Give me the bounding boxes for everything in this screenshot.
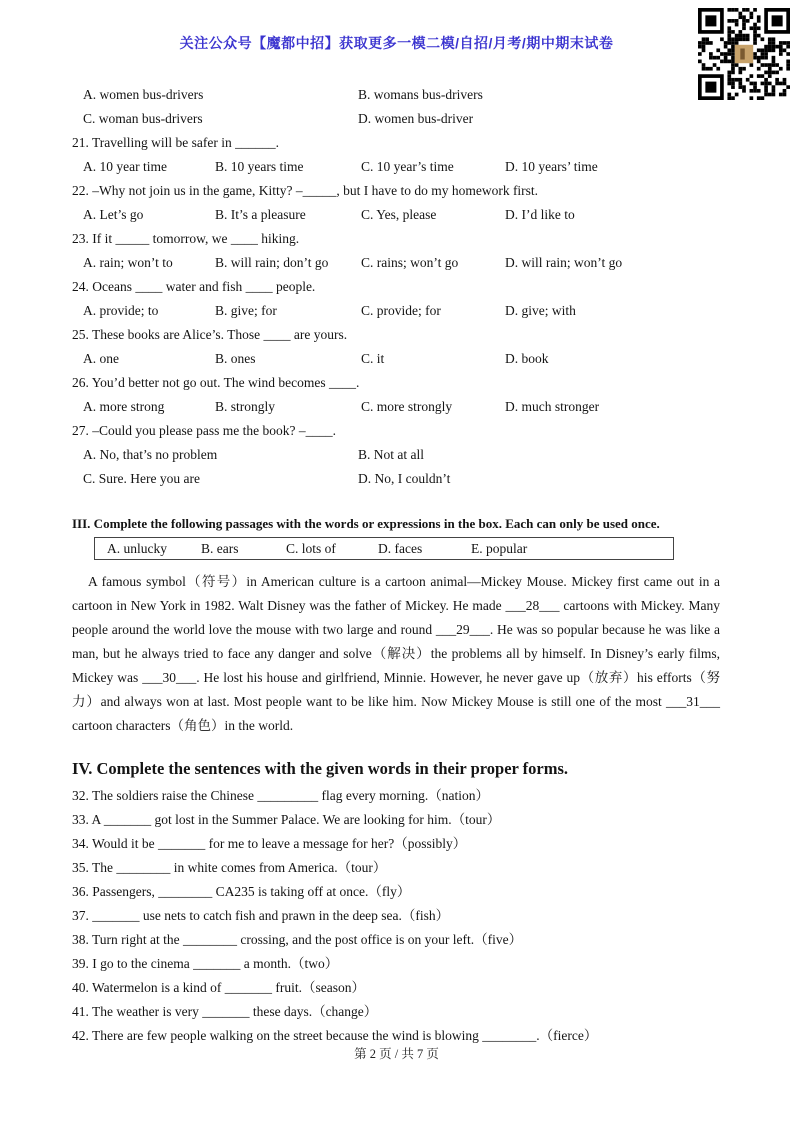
sentence-item: 34. Would it be _______ for me to leave a message for her?（possibly） — [72, 836, 467, 851]
option-row — [72, 83, 720, 107]
question-stem: 26. You’d better not go out. The wind becomes ____. — [72, 375, 360, 390]
question-stem: 27. –Could you please pass me the book? –____. — [72, 423, 336, 438]
option-d: D. I’d like to — [505, 207, 575, 222]
header-banner: 关注公众号【魔都中招】获取更多一模二模/自招/月考/期中期末试卷 — [179, 35, 614, 51]
option-b: B. ones — [215, 351, 256, 366]
sentence-item: 33. A _______ got lost in the Summer Palace. We are looking for him.（tour） — [72, 812, 501, 827]
word-box-item: E. popular — [471, 540, 528, 556]
option-a: A. rain; won’t to — [83, 255, 173, 270]
page-content — [72, 83, 720, 1048]
option-row — [72, 443, 720, 467]
option-c: C. Yes, please — [361, 207, 437, 222]
option-b: B. It’s a pleasure — [215, 207, 306, 222]
cloze-passage: A famous symbol（符号）in American culture is a cartoon animal—Mickey Mouse. Mickey first came out in a cartoon in New York in 1982. Walt Disney was the father of Mickey. He made ___28___ cartoons with Mickey. Many people around the world love the mouse with two large and round ___29___. He was so popular because he was like a man, but he always tried to face any danger and solve（解决）the problems all by himself. In Disney’s early films, Mickey was ___30___. He lost his house and girlfriend, Minnie. However, he never gave up（放弃）his efforts（努力）and always won at last. Most people want to be like him. Now Mickey Mouse is still one of the most ___31___ cartoon characters（角色）in the world. — [72, 574, 720, 733]
question-stem: 22. –Why not join us in the game, Kitty? –_____, but I have to do my homework first. — [72, 183, 539, 198]
question-stem: 21. Travelling will be safer in ______. — [72, 135, 279, 150]
option-a: A. provide; to — [83, 303, 159, 318]
sentence-item: 32. The soldiers raise the Chinese _________ flag every morning.（nation） — [72, 788, 490, 803]
option-d: D. 10 years’ time — [505, 159, 598, 174]
option-b: B. will rain; don’t go — [215, 255, 329, 270]
sentence-item: 36. Passengers, ________ CA235 is taking off at once.（fly） — [72, 884, 411, 899]
option-d: D. women bus-driver — [358, 111, 474, 126]
option-c: C. Sure. Here you are — [83, 471, 200, 486]
option-b: B. Not at all — [358, 447, 424, 462]
option-b: B. 10 years time — [215, 159, 304, 174]
option-row — [72, 107, 720, 131]
sentence-item: 40. Watermelon is a kind of _______ fruit.（season） — [72, 980, 365, 995]
sentence-item: 35. The ________ in white comes from America.（tour） — [72, 860, 387, 875]
option-c: C. it — [361, 351, 385, 366]
question-stem: 25. These books are Alice’s. Those ____ are yours. — [72, 327, 348, 342]
option-a: A. more strong — [83, 399, 165, 414]
word-box-item: A. unlucky — [107, 540, 167, 556]
word-box-item: B. ears — [201, 540, 239, 556]
option-row — [72, 299, 720, 323]
option-row — [72, 251, 720, 275]
question-stem: 23. If it _____ tomorrow, we ____ hiking. — [72, 231, 300, 246]
option-a: A. Let’s go — [83, 207, 144, 222]
option-row — [72, 203, 720, 227]
section-heading-3: III. Complete the following passages with the words or expressions in the box. Each can only be used once. — [72, 516, 660, 531]
option-d: D. give; with — [505, 303, 576, 318]
option-row — [72, 467, 720, 491]
option-a: A. 10 year time — [83, 159, 167, 174]
option-row — [72, 395, 720, 419]
sentence-item: 38. Turn right at the ________ crossing, and the post office is on your left.（five） — [72, 932, 523, 947]
word-box-item: C. lots of — [286, 540, 336, 556]
option-d: D. book — [505, 351, 549, 366]
option-d: D. No, I couldn’t — [358, 471, 451, 486]
section-heading-4: IV. Complete the sentences with the given words in their proper forms. — [72, 759, 569, 778]
option-b: B. give; for — [215, 303, 277, 318]
option-a: A. one — [83, 351, 119, 366]
word-box-item: D. faces — [378, 540, 423, 556]
option-b: B. womans bus-drivers — [358, 87, 483, 102]
option-b: B. strongly — [215, 399, 276, 414]
sentence-item: 42. There are few people walking on the street because the wind is blowing ________.（fierce） — [72, 1028, 598, 1043]
option-c: C. more strongly — [361, 399, 453, 414]
option-c: C. rains; won’t go — [361, 255, 459, 270]
option-row — [72, 347, 720, 371]
option-row — [72, 155, 720, 179]
sentence-item: 37. _______ use nets to catch fish and prawn in the deep sea.（fish） — [72, 908, 450, 923]
sentence-item: 39. I go to the cinema _______ a month.（two） — [72, 956, 339, 971]
question-stem: 24. Oceans ____ water and fish ____ people. — [72, 279, 316, 294]
option-d: D. much stronger — [505, 399, 600, 414]
sentence-item: 41. The weather is very _______ these days.（change） — [72, 1004, 378, 1019]
word-box — [94, 537, 674, 560]
page-footer: 第 2 页 / 共 7 页 — [354, 1047, 439, 1061]
option-a: A. women bus-drivers — [83, 87, 204, 102]
option-c: C. woman bus-drivers — [83, 111, 203, 126]
option-c: C. provide; for — [361, 303, 441, 318]
option-d: D. will rain; won’t go — [505, 255, 623, 270]
option-a: A. No, that’s no problem — [83, 447, 218, 462]
option-c: C. 10 year’s time — [361, 159, 454, 174]
